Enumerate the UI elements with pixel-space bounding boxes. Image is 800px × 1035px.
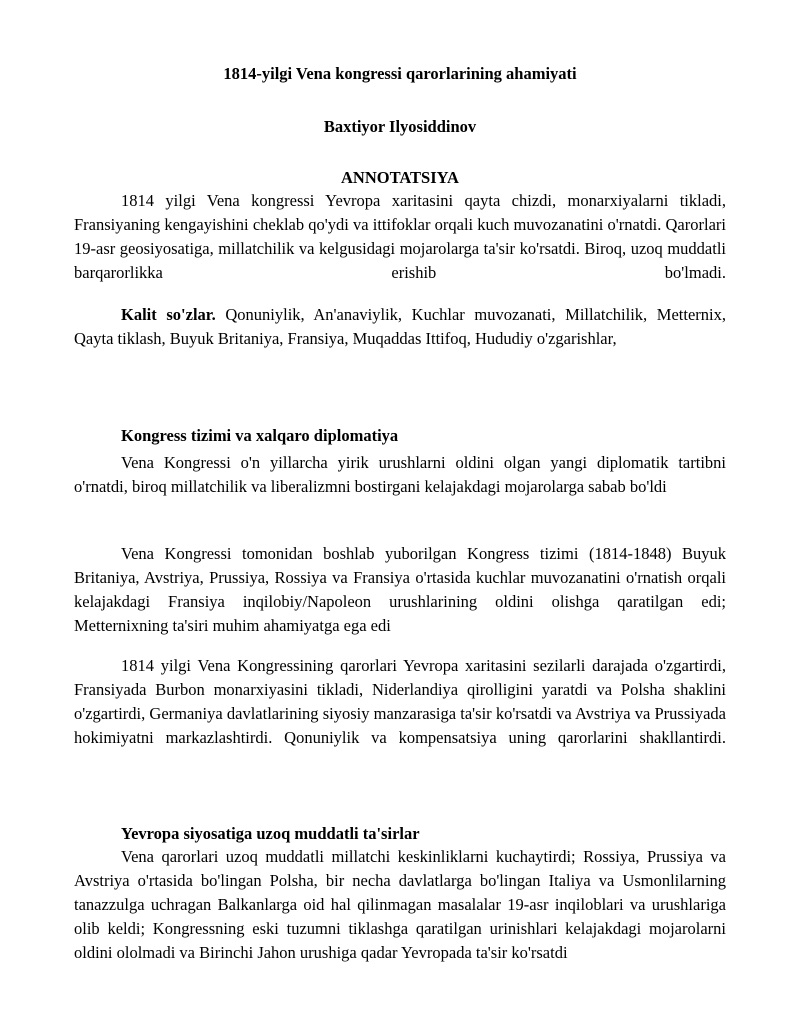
section-paragraph: 1814 yilgi Vena Kongressining qarorlari Yevropa xaritasini sezilarli darajada o'zgartirdi, Fransiyada Burbon monarxiyasini tikladi, Niderlandiya qirolligini yaratdi va Polsha shaklini o'zgartirdi, Germaniya davlatlarining siyosiy manzarasiga ta'sir ko'rsatdi va Avstriya va Prussiyada hokimiyatni markazlashtirdi. Qonuniylik va kompensatsiya uning qarorlarini shakllantirdi. [74,656,726,747]
keywords-label: Kalit so'zlar. [121,305,216,324]
keywords-list: Qonuniylik, An'anaviylik, Kuchlar muvozanati, Millatchilik, Metternix, Qayta tiklash, Buyuk Britaniya, Fransiya, Muqaddas Ittifoq, Hududiy o'zgarishlar, [74,305,726,348]
section-heading: Yevropa siyosatiga uzoq muddatli ta'sirlar [121,824,420,843]
section-paragraph: Vena qarorlari uzoq muddatli millatchi keskinliklarni kuchaytirdi; Rossiya, Prussiya va Avstriya o'rtasida bo'lingan Polsha, bir necha davlatlarga bo'lingan Italiya va Usmonlilarning tanazzulga uchragan Balkanlarga oid hal qilinmagan masalalar 19-asr inqiloblari va urushlariga olib keldi; Kongressning eski tuzumni tiklashga qaratilgan urinishlari kelajakdagi mojarolarni oldini ololmadi va Birinchi Jahon urushiga qadar Yevropada ta'sir ko'rsatdi [74,847,726,962]
annotation-heading: ANNOTATSIYA [341,168,459,187]
document-title: 1814-yilgi Vena kongressi qarorlarining ahamiyati [223,64,577,83]
section-paragraph: Vena Kongressi tomonidan boshlab yuborilgan Kongress tizimi (1814-1848) Buyuk Britaniya, Avstriya, Prussiya, Rossiya va Fransiya o'rtasida kuchlar muvozanatini o'rnatish orqali kelajakdagi Fransiya inqilobiy/Napoleon urushlarining oldini olishga qaratilgan edi; Metternixning ta'siri muhim ahamiyatga ega edi [74,544,726,635]
keywords-paragraph [74,303,726,351]
document-author: Baxtiyor Ilyosiddinov [323,117,477,136]
annotation-paragraph: 1814 yilgi Vena kongressi Yevropa xaritasini qayta chizdi, monarxiyalarni tikladi, Fransiyaning kengayishini cheklab qo'ydi va ittifoklar orqali kuch muvozanatini o'rnatdi. Qarorlari 19-asr geosiyosatiga, millatchilik va kelgusidagi mojarolarga ta'sir ko'rsatdi. Biroq, uzoq muddatli barqarorlikka erishib bo'lmadi. [74,191,726,282]
section-heading: Kongress tizimi va xalqaro diplomatiya [121,426,399,445]
section-paragraph: Vena Kongressi o'n yillarcha yirik urushlarni oldini olgan yangi diplomatik tartibni o'rnatdi, biroq millatchilik va liberalizmni bostirgani kelajakdagi mojarolarga sabab bo'ldi [74,453,726,496]
